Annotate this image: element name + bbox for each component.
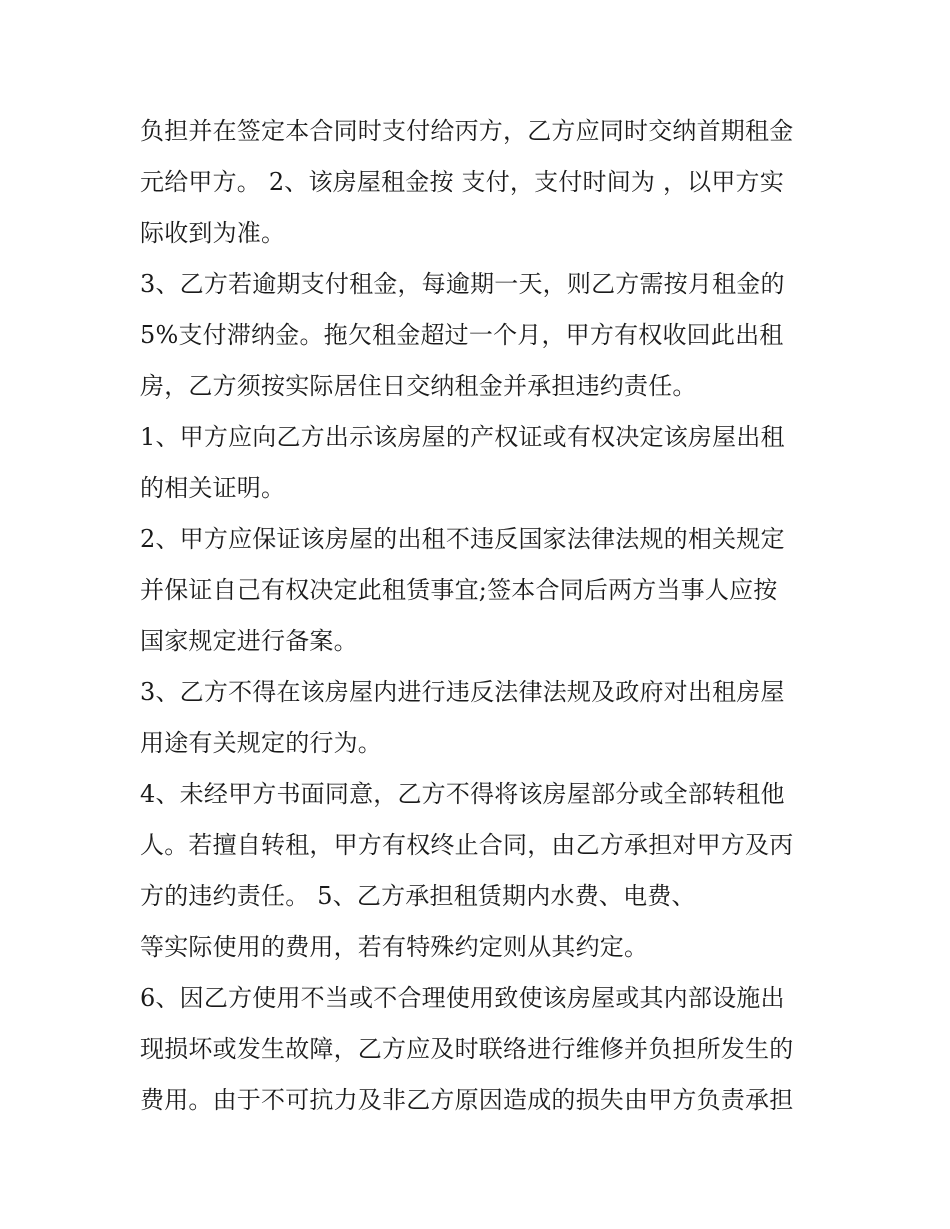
text-line: 并保证自己有权决定此租赁事宜;签本合同后两方当事人应按 <box>140 576 778 604</box>
text-line: 1、甲方应向乙方出示该房屋的产权证或有权决定该房屋出租 <box>140 423 785 451</box>
text-line: 2、甲方应保证该房屋的出租不违反国家法律法规的相关规定 <box>140 525 785 553</box>
text-line: 费用。由于不可抗力及非乙方原因造成的损失由甲方负责承担 <box>140 1086 794 1114</box>
text-line: 3、乙方不得在该房屋内进行违反法律法规及政府对出租房屋 <box>140 678 785 706</box>
text-line: 元给甲方。 2、该房屋租金按 支付，支付时间为 ，以甲方实 <box>140 168 784 196</box>
text-line: 3、乙方若逾期支付租金，每逾期一天，则乙方需按月租金的 <box>140 270 785 298</box>
text-line: 房，乙方须按实际居住日交纳租金并承担违约责任。 <box>140 372 697 400</box>
text-line: 人。若擅自转租，甲方有权终止合同，由乙方承担对甲方及丙 <box>140 831 794 859</box>
text-line: 的相关证明。 <box>140 474 286 502</box>
text-line: 国家规定进行备案。 <box>140 627 358 655</box>
text-line: 5%支付滞纳金。拖欠租金超过一个月，甲方有权收回此出租 <box>140 321 784 349</box>
text-line: 用途有关规定的行为。 <box>140 729 382 757</box>
text-line: 等实际使用的费用，若有特殊约定则从其约定。 <box>140 933 649 961</box>
text-line: 现损坏或发生故障，乙方应及时联络进行维修并负担所发生的 <box>140 1035 794 1063</box>
text-line: 方的违约责任。 5、乙方承担租赁期内水费、电费、 <box>140 882 696 910</box>
text-line: 负担并在签定本合同时支付给丙方，乙方应同时交纳首期租金 <box>140 117 794 145</box>
text-line: 6、因乙方使用不当或不合理使用致使该房屋或其内部设施出 <box>140 984 785 1012</box>
document-body <box>140 106 820 1126</box>
text-line: 际收到为准。 <box>140 219 286 247</box>
text-line: 4、未经甲方书面同意，乙方不得将该房屋部分或全部转租他 <box>140 780 785 808</box>
